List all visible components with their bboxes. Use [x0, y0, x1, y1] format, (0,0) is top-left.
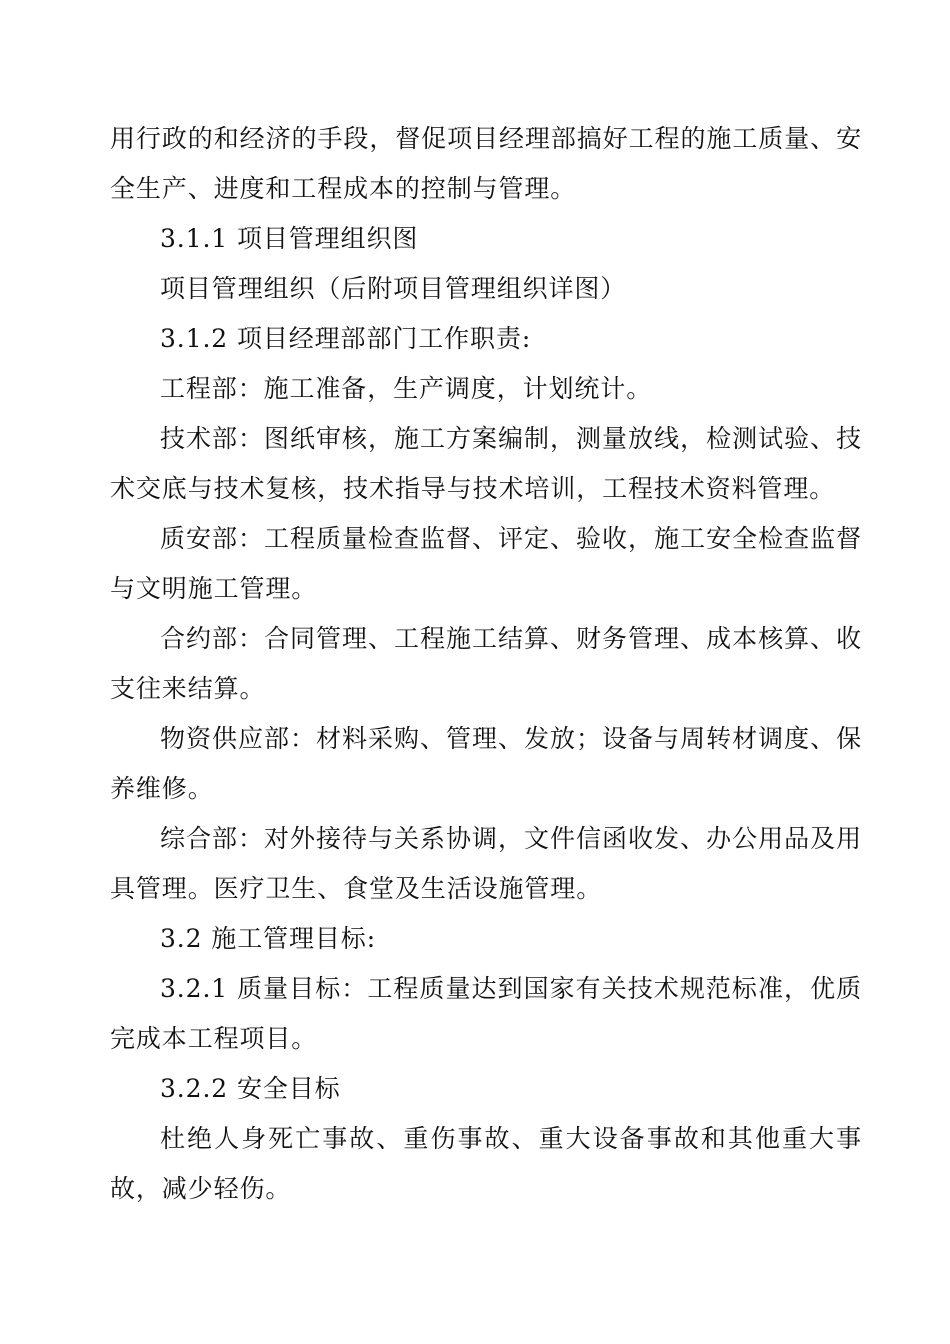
paragraph-contract-dept: 合约部：合同管理、工程施工结算、财务管理、成本核算、收支往来结算。	[110, 624, 862, 703]
paragraph-quality-target: 3.2.1 质量目标：工程质量达到国家有关技术规范标准，优质完成本工程项目。	[110, 974, 862, 1053]
heading-3-2: 3.2 施工管理目标:	[160, 924, 377, 953]
paragraph-safety-target: 杜绝人身死亡事故、重伤事故、重大设备事故和其他重大事故，减少轻伤。	[110, 1124, 862, 1203]
heading-3-1-1: 3.1.1 项目管理组织图	[160, 224, 419, 253]
paragraph-technical-dept: 技术部：图纸审核，施工方案编制，测量放线，检测试验、技术交底与技术复核，技术指导与技术培训，工程技术资料管理。	[110, 424, 862, 503]
heading-3-1-2: 3.1.2 项目经理部部门工作职责:	[160, 324, 532, 353]
document-body	[110, 114, 862, 1214]
heading-3-2-2: 3.2.2 安全目标	[160, 1074, 341, 1103]
paragraph-intro-continuation: 用行政的和经济的手段，督促项目经理部搞好工程的施工质量、安全生产、进度和工程成本的控制与管理。	[110, 124, 862, 203]
paragraph-general-dept: 综合部：对外接待与关系协调，文件信函收发、办公用品及用具管理。医疗卫生、食堂及生活设施管理。	[110, 824, 862, 903]
paragraph-quality-safety-dept: 质安部：工程质量检查监督、评定、验收，施工安全检查监督与文明施工管理。	[110, 524, 862, 603]
paragraph-engineering-dept: 工程部：施工准备，生产调度，计划统计。	[160, 374, 653, 403]
paragraph-materials-dept: 物资供应部：材料采购、管理、发放；设备与周转材调度、保养维修。	[110, 724, 862, 803]
paragraph-org-chart-note: 项目管理组织（后附项目管理组织详图）	[160, 274, 627, 303]
